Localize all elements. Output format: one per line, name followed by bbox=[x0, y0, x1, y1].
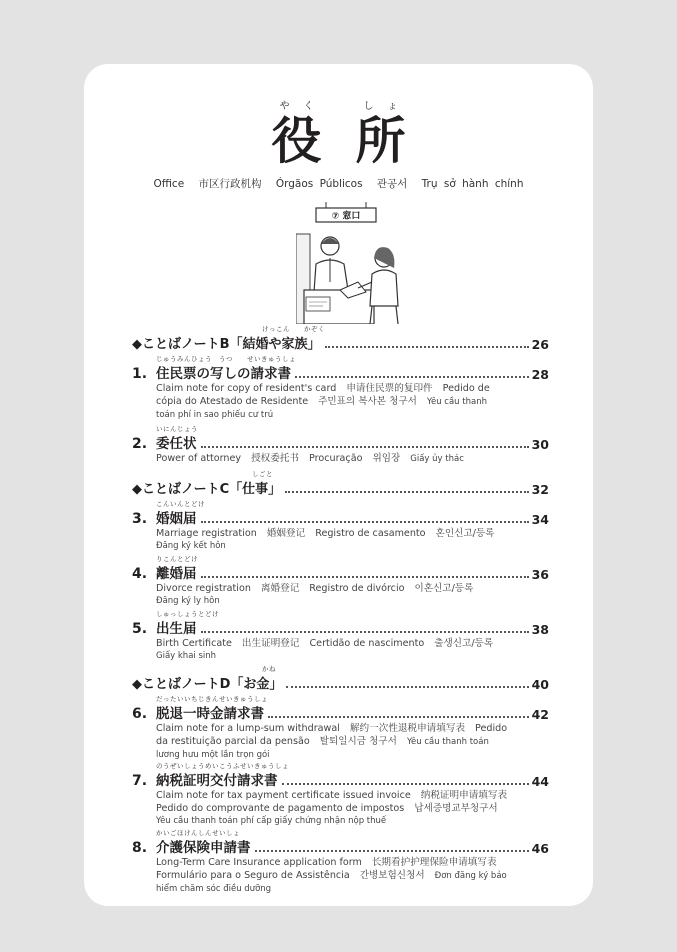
translation-text: Birth Certificate bbox=[156, 638, 232, 649]
title-ruby-1: やく bbox=[279, 101, 328, 112]
toc-item-5-translations bbox=[156, 637, 549, 663]
translation-pt: Órgãos Públicos bbox=[275, 178, 363, 190]
toc-item-1-page: 28 bbox=[531, 367, 549, 382]
toc-item-1[interactable] bbox=[132, 355, 549, 422]
translation-text: Divorce registration bbox=[156, 583, 251, 594]
toc-item-3-number: 3. bbox=[132, 511, 148, 527]
translation-text: 탈퇴일시금 청구서 bbox=[319, 736, 397, 747]
translation-text: Đăng ký ly hôn bbox=[156, 596, 220, 606]
translation-text: 간병보험신청서 bbox=[359, 870, 425, 881]
leader-dots bbox=[201, 576, 529, 578]
translation-text: Claim note for copy of resident's card bbox=[156, 383, 337, 394]
toc-item-4-number: 4. bbox=[132, 566, 148, 582]
toc-item-1-number: 1. bbox=[132, 366, 148, 382]
toc-item-4-title: 離婚届 bbox=[156, 566, 197, 582]
translation-text: Yêu cầu thanh bbox=[426, 397, 487, 407]
office-counter-illustration bbox=[296, 202, 411, 324]
translation-vi: Trụ sở hành chính bbox=[421, 178, 524, 190]
translation-text: lương hưu một lần trọn gói bbox=[156, 750, 270, 760]
leader-dots bbox=[201, 446, 529, 448]
translation-text: 혼인신고/등록 bbox=[435, 528, 495, 539]
translation-text: hiểm chăm sóc điều dưỡng bbox=[156, 884, 272, 894]
translation-text: 解约一次性退税申请填写表 bbox=[349, 723, 466, 734]
toc-item-2[interactable] bbox=[132, 425, 549, 466]
page-title bbox=[84, 94, 593, 169]
toc-note-d[interactable] bbox=[132, 665, 549, 692]
leader-dots bbox=[282, 783, 529, 785]
leader-dots bbox=[286, 686, 528, 688]
translation-text: 납세증명교부청구서 bbox=[414, 803, 498, 814]
translation-text: Claim note for tax payment certificate issued invoice bbox=[156, 790, 411, 801]
translation-text: Claim note for a lump-sum withdrawal bbox=[156, 723, 340, 734]
leader-dots bbox=[295, 376, 529, 378]
toc-item-7-ruby: のうぜいしょうめいこうふせいきゅうしょ bbox=[156, 762, 289, 770]
toc-item-7-title: 納税証明交付請求書 bbox=[156, 773, 278, 789]
translation-text: Đơn đăng ký bảo bbox=[434, 871, 507, 881]
toc-item-7-page: 44 bbox=[531, 774, 549, 789]
toc-item-8-title: 介護保険申請書 bbox=[156, 840, 251, 856]
leader-dots bbox=[201, 521, 529, 523]
toc-item-8-ruby: かいごほけんしんせいしょ bbox=[156, 829, 240, 837]
toc-item-2-number: 2. bbox=[132, 436, 148, 452]
translation-text: 주민표의 복사본 청구서 bbox=[318, 396, 417, 407]
translation-text: 위임장 bbox=[372, 453, 401, 464]
toc-item-6-title: 脱退一時金請求書 bbox=[156, 706, 264, 722]
toc-item-7-translations bbox=[156, 789, 549, 828]
translation-text: 授权委托书 bbox=[251, 453, 300, 464]
title-kanji-2: 所 bbox=[355, 112, 406, 170]
toc-item-7-number: 7. bbox=[132, 773, 148, 789]
leader-dots bbox=[268, 716, 529, 718]
page-card bbox=[84, 64, 593, 906]
toc-item-4-ruby: りこんとどけ bbox=[156, 555, 198, 563]
translation-text: Yêu cầu thanh toán bbox=[406, 737, 489, 747]
toc-item-7[interactable] bbox=[132, 762, 549, 828]
title-translations bbox=[84, 176, 593, 191]
translation-text: Certidão de nascimento bbox=[309, 638, 425, 649]
toc-item-3-page: 34 bbox=[531, 512, 549, 527]
translation-en: Office bbox=[153, 178, 185, 190]
toc-item-2-translations bbox=[156, 452, 549, 466]
toc-item-5-number: 5. bbox=[132, 621, 148, 637]
translation-text: Power of attorney bbox=[156, 453, 242, 464]
leader-dots bbox=[255, 850, 529, 852]
translation-text: Pedido do comprovante de pagamento de impostos bbox=[156, 803, 405, 814]
translation-ko: 관공서 bbox=[376, 178, 408, 190]
toc-item-6-page: 42 bbox=[531, 707, 549, 722]
toc-item-5-ruby: しゅっしょうとどけ bbox=[156, 610, 219, 618]
toc-item-6-ruby: だったいいちじきんせいきゅうしょ bbox=[156, 695, 268, 703]
translation-text: 出生证明登记 bbox=[241, 638, 300, 649]
translation-text: Đăng ký kết hôn bbox=[156, 541, 226, 551]
toc-note-b-ruby: けっこん かぞく bbox=[262, 325, 325, 333]
toc-item-4[interactable] bbox=[132, 555, 549, 608]
toc-item-3[interactable] bbox=[132, 500, 549, 553]
toc-item-2-title: 委任状 bbox=[156, 436, 197, 452]
toc-item-8-number: 8. bbox=[132, 840, 148, 856]
toc-item-2-ruby: いにんじょう bbox=[156, 425, 198, 433]
title-kanji-1: 役 bbox=[271, 112, 322, 170]
toc-note-c-label: ◆ことばノートC「仕事」 bbox=[132, 482, 282, 497]
toc-item-5[interactable] bbox=[132, 610, 549, 663]
leader-dots bbox=[325, 346, 529, 348]
translation-zh: 市区行政机构 bbox=[198, 178, 262, 190]
translation-text: da restituição parcial da pensão bbox=[156, 736, 310, 747]
translation-text: Registro de divórcio bbox=[309, 583, 405, 594]
translation-text: Marriage registration bbox=[156, 528, 257, 539]
toc-item-6[interactable] bbox=[132, 695, 549, 762]
toc-item-3-title: 婚姻届 bbox=[156, 511, 197, 527]
toc-item-5-page: 38 bbox=[531, 622, 549, 637]
translation-text: Procuração bbox=[309, 453, 363, 464]
leader-dots bbox=[201, 631, 529, 633]
translation-text: toán phí in sao phiếu cư trú bbox=[156, 410, 274, 420]
counter-sign: ⑦ 窓口 bbox=[331, 211, 361, 222]
toc-item-3-translations bbox=[156, 527, 549, 553]
leader-dots bbox=[285, 491, 528, 493]
translation-text: 申请住民票的复印件 bbox=[346, 383, 433, 394]
translation-text: 婚姻登记 bbox=[266, 528, 306, 539]
translation-text: Giấy khai sinh bbox=[156, 651, 217, 661]
toc-item-8-page: 46 bbox=[531, 841, 549, 856]
toc-note-b-label: ◆ことばノートB「結婚や家族」 bbox=[132, 337, 321, 352]
toc-note-b-page: 26 bbox=[531, 337, 549, 352]
translation-text: Pedido de bbox=[442, 383, 490, 394]
toc-note-b[interactable] bbox=[132, 325, 549, 352]
toc-item-1-ruby: じゅうみんひょう うつ せいきゅうしょ bbox=[156, 355, 296, 363]
translation-text: Formulário para o Seguro de Assistência bbox=[156, 870, 350, 881]
translation-text: Long-Term Care Insurance application form bbox=[156, 857, 362, 868]
toc-item-1-translations bbox=[156, 382, 549, 422]
translation-text: 纳税证明申请填写表 bbox=[420, 790, 508, 801]
toc-item-1-title: 住民票の写しの請求書 bbox=[156, 366, 291, 382]
toc-item-3-ruby: こんいんとどけ bbox=[156, 500, 205, 508]
toc-note-c-page: 32 bbox=[531, 482, 549, 497]
toc-item-8-translations bbox=[156, 856, 549, 896]
translation-text: 출생신고/등록 bbox=[434, 638, 494, 649]
toc-note-c[interactable] bbox=[132, 470, 549, 497]
toc-item-4-translations bbox=[156, 582, 549, 608]
toc-note-d-label: ◆ことばノートD「お金」 bbox=[132, 677, 283, 692]
translation-text: Giấy ủy thác bbox=[410, 454, 464, 464]
toc-item-2-page: 30 bbox=[531, 437, 549, 452]
toc-note-c-ruby: しごと bbox=[252, 470, 273, 478]
translation-text: 이혼신고/등록 bbox=[414, 583, 474, 594]
translation-text: Yêu cầu thanh toán phí cấp giấy chứng nhận nộp thuế bbox=[156, 816, 387, 826]
toc-item-5-title: 出生届 bbox=[156, 621, 197, 637]
toc-item-4-page: 36 bbox=[531, 567, 549, 582]
toc-item-6-translations bbox=[156, 722, 549, 762]
toc-item-8[interactable] bbox=[132, 829, 549, 896]
translation-text: 长期看护护理保险申请填写表 bbox=[371, 857, 497, 868]
translation-text: cópia do Atestado de Residente bbox=[156, 396, 309, 407]
title-ruby-2: しょ bbox=[363, 101, 412, 112]
translation-text: Registro de casamento bbox=[315, 528, 426, 539]
translation-text: Pedido bbox=[475, 723, 508, 734]
translation-text: 离婚登记 bbox=[260, 583, 300, 594]
toc-note-d-ruby: かね bbox=[262, 665, 276, 673]
toc-item-6-number: 6. bbox=[132, 706, 148, 722]
toc-note-d-page: 40 bbox=[531, 677, 549, 692]
